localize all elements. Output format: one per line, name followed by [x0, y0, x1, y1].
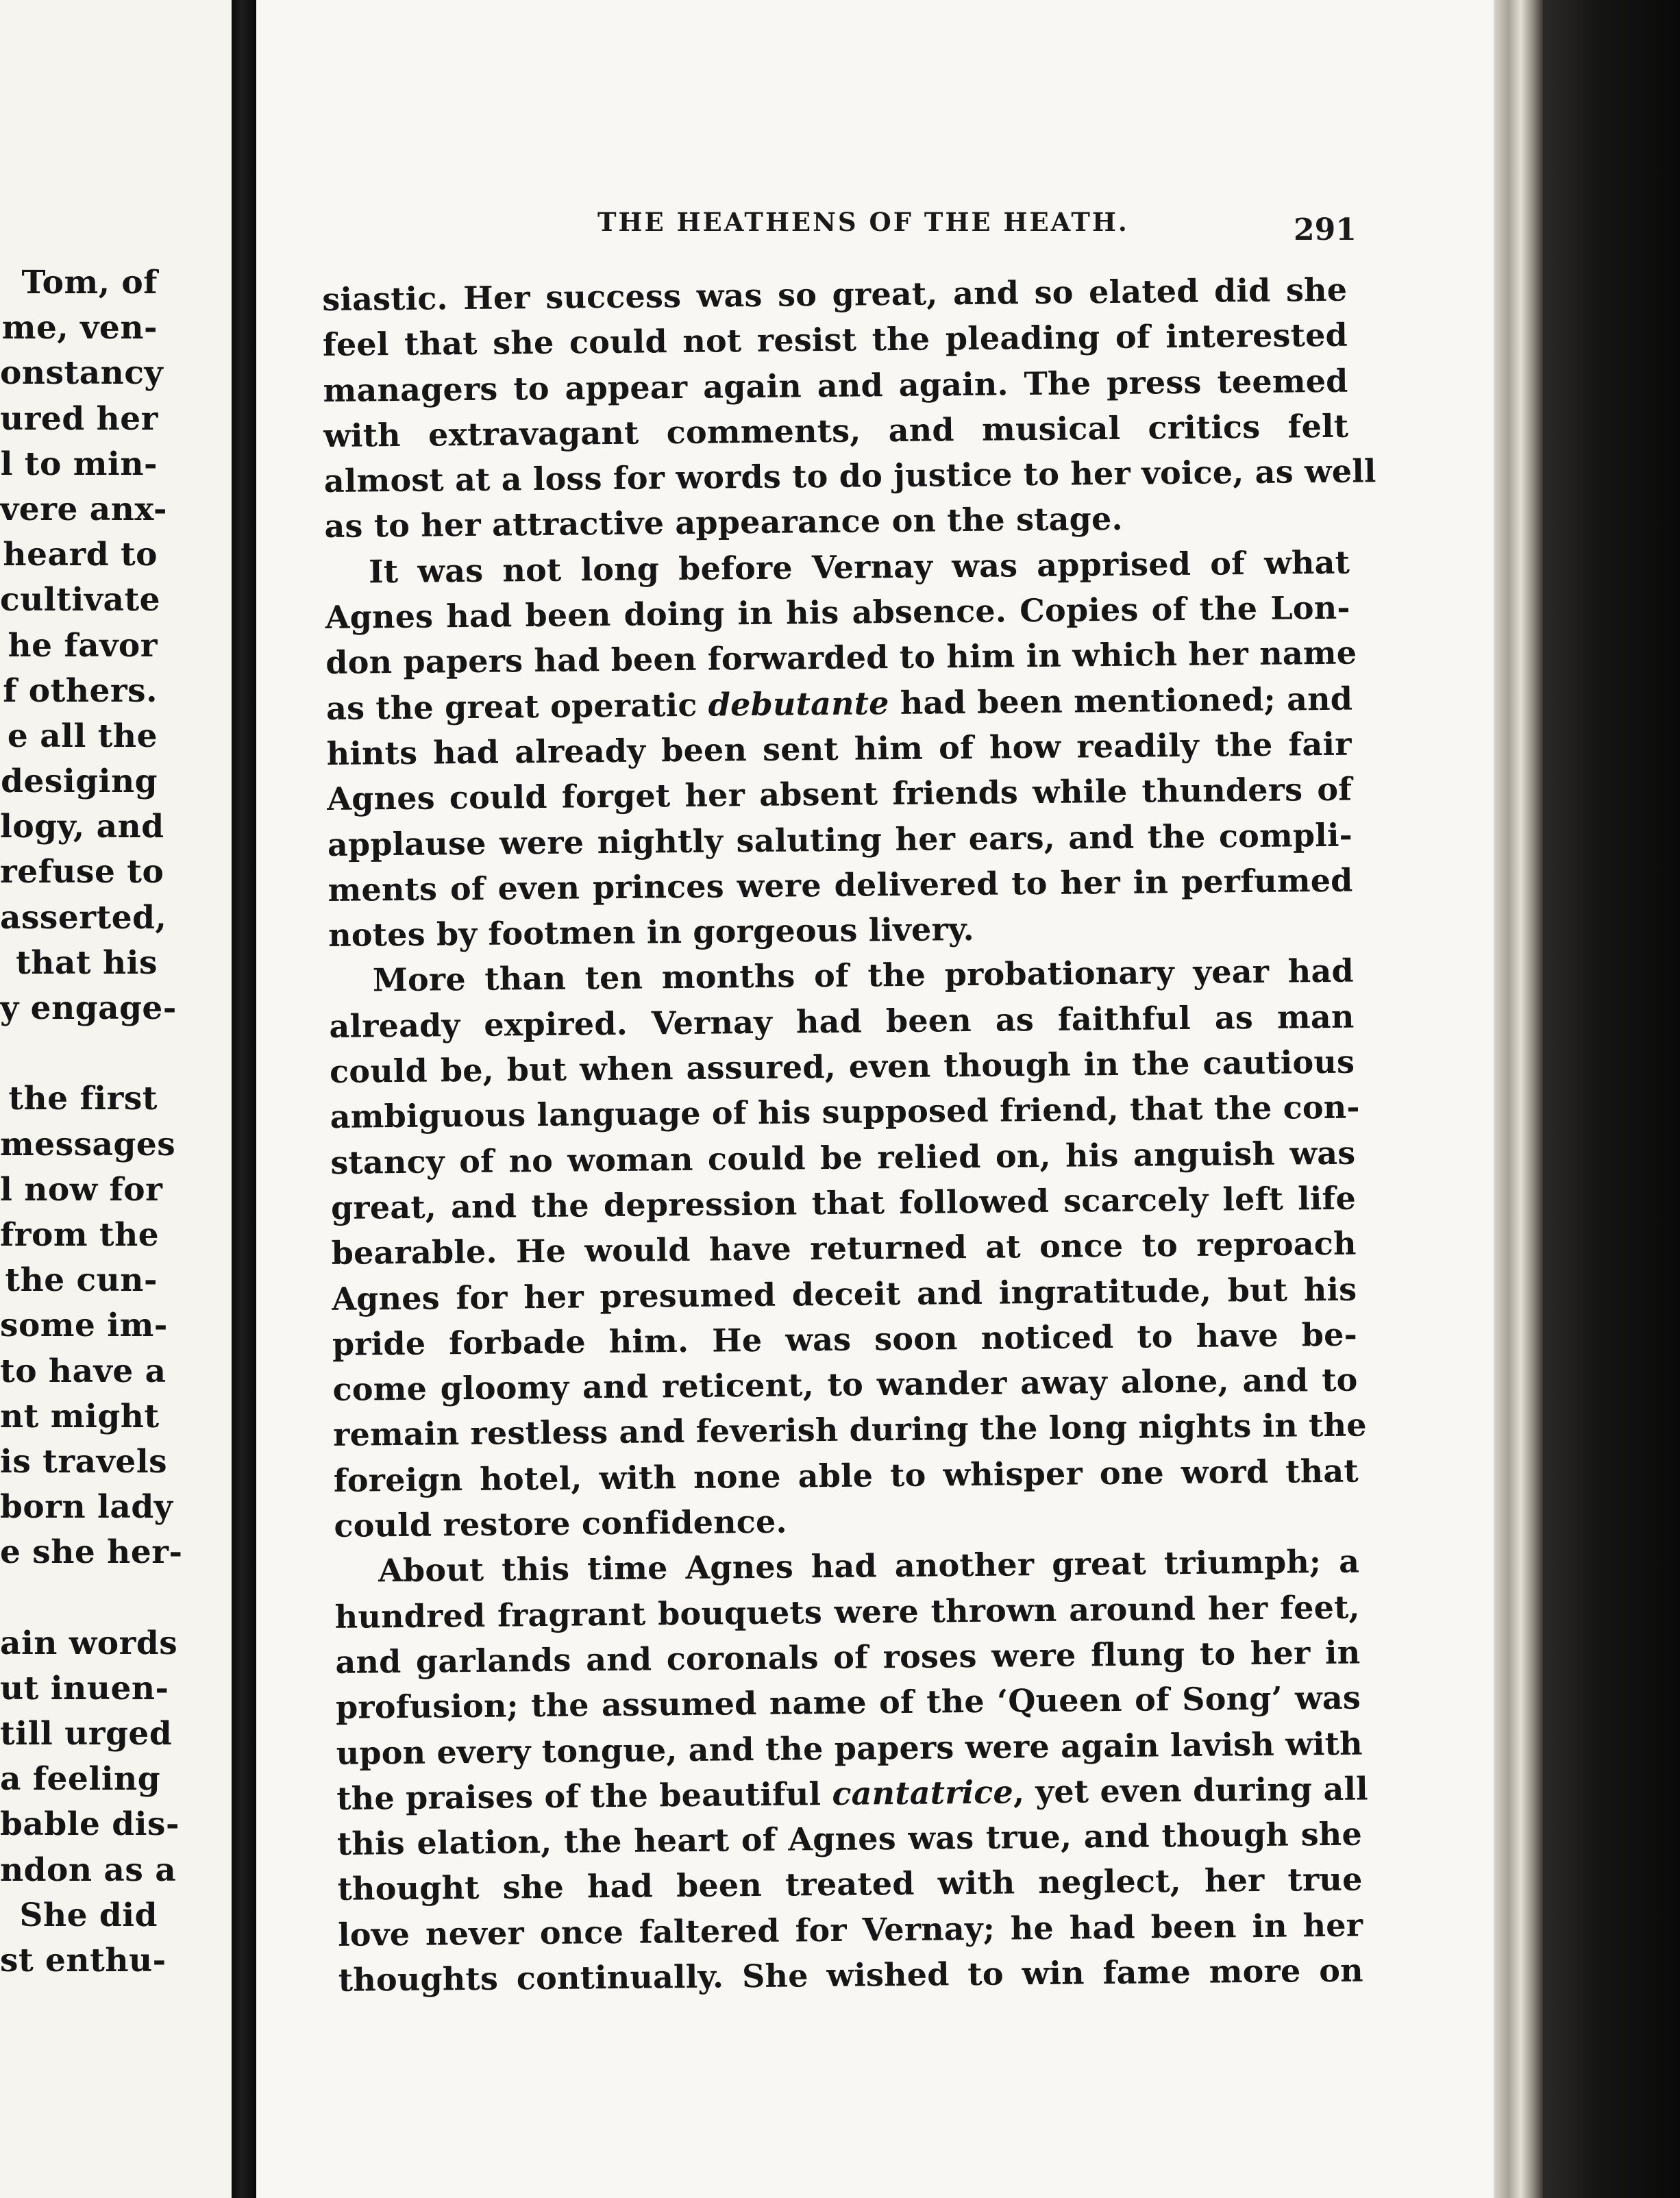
- facing-page-line: some im-: [0, 1307, 168, 1345]
- text-line: almost at a loss for words to do justice to her voice, as well: [323, 452, 1376, 500]
- text-line: come gloomy and reticent, to wander away alone, and to: [332, 1361, 1358, 1409]
- text-line: remain restless and feverish during the long nights in the: [332, 1406, 1367, 1454]
- facing-page-line: he favor: [8, 626, 158, 665]
- facing-page-line: st enthu-: [0, 1941, 166, 1979]
- text-line: stancy of no woman could be relied on, his anguish was: [330, 1134, 1356, 1181]
- text-segment: as the great operatic: [325, 686, 709, 727]
- text-line: with extravagant comments, and musical critics felt: [323, 407, 1349, 454]
- facing-page-line: Tom, of: [21, 264, 158, 301]
- text-line: ambiguous language of his supposed friend, that the con-: [330, 1088, 1360, 1136]
- text-line: applause were nightly saluting her ears, and the compli-: [327, 816, 1353, 863]
- facing-page-line: logy, and: [0, 808, 164, 846]
- page-body-text: [322, 267, 1376, 2003]
- text-line: upon every tongue, and the papers were again lavish with: [336, 1725, 1363, 1772]
- facing-page-line: e she her-: [0, 1533, 183, 1572]
- facing-page-line: l to min-: [0, 445, 158, 483]
- facing-page-line: born lady: [0, 1488, 173, 1527]
- facing-page-line: [0, 1031, 232, 1076]
- text-line: ments of even princes were delivered to her in perfumed: [328, 861, 1353, 909]
- italic-term: cantatrice: [832, 1773, 1014, 1812]
- facing-page-text: [0, 260, 232, 1984]
- running-head: THE HEATHENS OF THE HEATH.: [597, 207, 1129, 237]
- facing-page-line: messages: [0, 1125, 176, 1163]
- book-gutter: [232, 0, 256, 2198]
- facing-page-line: nt might: [0, 1397, 160, 1435]
- facing-page-line: y engage-: [0, 989, 177, 1027]
- facing-page-line: cultivate: [0, 581, 161, 619]
- text-line: don papers had been forwarded to him in which her name: [325, 634, 1357, 682]
- facing-page-line: ut inuen-: [0, 1669, 169, 1707]
- text-line: as to her attractive appearance on the stage.: [324, 500, 1123, 545]
- book-cover-edge: [1543, 0, 1680, 2198]
- text-line: managers to appear again and again. The press teemed: [323, 362, 1348, 409]
- text-line: feel that she could not resist the pleading of interested: [322, 316, 1348, 364]
- text-line: foreign hotel, with none able to whisper one word that: [333, 1452, 1359, 1499]
- text-segment: , yet even during all: [1013, 1770, 1369, 1811]
- facing-page-line: ured her: [0, 399, 158, 438]
- text-line: Agnes could forget her absent friends while thunders of: [327, 770, 1352, 818]
- facing-page-line: till urged: [0, 1715, 173, 1753]
- text-line: thoughts continually. She wished to win fame more on: [338, 1951, 1364, 1999]
- facing-page-line: the cun-: [5, 1261, 158, 1300]
- text-segment: the praises of the beautiful: [336, 1775, 832, 1817]
- text-line: siastic. Her success was so great, and so elated did she: [322, 271, 1348, 318]
- facing-page-line: ndon as a: [0, 1851, 177, 1889]
- text-line: hints had already been sent him of how readily the fair: [326, 725, 1352, 772]
- text-line: Agnes had been doing in his absence. Copies of the Lon-: [325, 589, 1350, 637]
- text-line: profusion; the assumed name of the ‘Queen of Song’ was: [335, 1679, 1361, 1727]
- facing-page-line: me, ven-: [1, 309, 158, 347]
- facing-page-line: the first: [8, 1080, 158, 1118]
- facing-page-line: ain words: [0, 1624, 178, 1662]
- facing-page-fragment: [0, 0, 232, 2198]
- facing-page-line: onstancy: [0, 354, 164, 393]
- text-line: notes by footmen in gorgeous livery.: [328, 911, 975, 954]
- facing-page-line: asserted,: [0, 898, 167, 937]
- facing-page-line: heard to: [3, 536, 158, 574]
- text-line: About this time Agnes had another great triumph; a: [378, 1542, 1360, 1590]
- text-line: hundred fragrant bouquets were thrown around her feet,: [334, 1588, 1360, 1635]
- facing-page-line: a feeling: [0, 1760, 161, 1799]
- facing-page-line: e all the: [7, 717, 158, 755]
- text-line: It was not long before Vernay was apprised of what: [368, 543, 1350, 591]
- text-line: pride forbade him. He was soon noticed to have be-: [332, 1316, 1358, 1363]
- facing-page-line: She did: [19, 1896, 158, 1934]
- text-line: thought she had been treated with neglect, her true: [337, 1860, 1363, 1908]
- text-line: and garlands and coronals of roses were flung to her in: [335, 1633, 1361, 1681]
- facing-page-line: to have a: [0, 1352, 166, 1390]
- facing-page-line: from the: [0, 1215, 160, 1254]
- facing-page-line: desiging: [1, 763, 158, 801]
- facing-page-line: [0, 1575, 232, 1620]
- italic-term: debutante: [708, 684, 889, 724]
- facing-page-line: l now for: [0, 1170, 163, 1209]
- facing-page-line: refuse to: [0, 853, 164, 891]
- text-line: could restore confidence.: [334, 1503, 787, 1544]
- facing-page-line: is travels: [0, 1442, 168, 1481]
- text-line: this elation, the heart of Agnes was true, and though she: [336, 1815, 1363, 1862]
- text-line: More than ten months of the probationary year had: [372, 952, 1355, 999]
- text-line: love never once faltered for Vernay; he had been in her: [337, 1906, 1363, 1953]
- facing-page-line: vere anx-: [0, 490, 168, 528]
- text-line: already expired. Vernay had been as faithful as man: [329, 998, 1355, 1045]
- text-line: Agnes for her presumed deceit and ingratitude, but his: [332, 1270, 1357, 1318]
- facing-page-line: f others.: [3, 671, 158, 710]
- facing-page-line: bable dis-: [0, 1805, 180, 1844]
- text-line: bearable. He would have returned at once to reproach: [331, 1224, 1357, 1272]
- text-line: great, and the depression that followed scarcely left life: [330, 1179, 1357, 1226]
- page-number: 291: [1294, 212, 1357, 247]
- text-segment: had been mentioned; and: [889, 680, 1353, 721]
- page-edges: [1494, 0, 1543, 2198]
- facing-page-line: that his: [16, 943, 158, 982]
- text-line: could be, but when assured, even though in the cautious: [329, 1043, 1355, 1090]
